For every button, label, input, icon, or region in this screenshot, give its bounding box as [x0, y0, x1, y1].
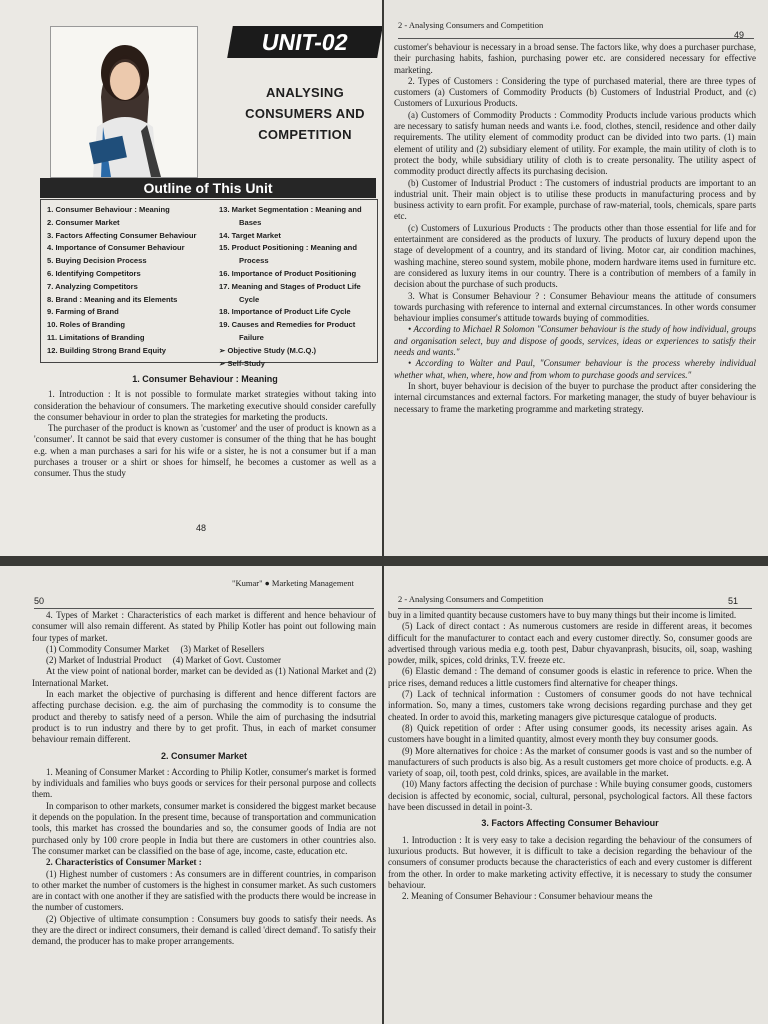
- header-rule: [34, 608, 374, 609]
- page-50: [0, 566, 382, 1024]
- outline-item: 5. Buying Decision Process: [47, 256, 147, 266]
- student-photo: [50, 26, 198, 178]
- paragraph: customer's behaviour is necessary in a broad sense. The factors like, why does a purchaser purchase, their purchasing habits, fashion, purchasing power etc. are considered necessary for effective marketing.: [394, 42, 756, 75]
- outline-item: 7. Analyzing Competitors: [47, 281, 138, 291]
- chapter-title-line: COMPETITION: [258, 127, 352, 142]
- paragraph: In each market the objective of purchasing is different and hence different factors are affecting purchase decision. e.g. the aim of purchasing the commodity is to consume the product and thereby to satisfy need of a person. While the aim of purchasing the indsutrial product is to run industry and there by to get profit. Thus, in each of market consumer behaviour remain different.: [32, 689, 376, 745]
- outline-heading: Outline of This Unit: [40, 178, 376, 198]
- section-heading: 2. Consumer Market: [160, 750, 248, 761]
- student-illustration: [51, 27, 197, 177]
- outline-box: [40, 199, 378, 368]
- outline-item: 6. Identifying Competitors: [47, 268, 141, 278]
- page-number: 49: [734, 30, 745, 40]
- paragraph: At the view point of national border, market can be devided as (1) National Market and (2) International Market.: [32, 666, 376, 688]
- outline-item: 13. Market Segmentation : Meaning and: [219, 205, 362, 214]
- outline-item: 3. Factors Affecting Consumer Behaviour: [47, 230, 197, 240]
- chapter-title: [230, 82, 380, 145]
- outline-item: ➢ Objective Study (M.C.Q.): [219, 345, 317, 355]
- outline-item: Cycle: [239, 294, 260, 304]
- outline-item: 10. Roles of Branding: [47, 320, 126, 330]
- outline-right-column: [219, 204, 375, 370]
- paragraph: 2. Meaning of Consumer Behaviour : Consumer behaviour means the: [402, 891, 653, 902]
- p49-body: [394, 42, 756, 415]
- page-number: 48: [196, 523, 207, 533]
- outline-item: Bases: [239, 217, 262, 227]
- paragraph: 3. What is Consumer Behaviour ? : Consumer Behaviour means the attitude of consumers towards purchasing with reference to internal and external circumstances. In other words consumer behaviour implies consumer's attitude towards buying of commodities.: [394, 290, 756, 324]
- paragraph: The purchaser of the product is known as 'customer' and the user of product is known as a 'consumer'. It cannot be said that every customer is consumer of the thing that he has bought e.g. when a man purchases a sari for his wife or a sister, he is not a consumer but if a man purchases a trouser or a shirt or shoes for himself, he becomes a customer as well as a consumer. Thus the study: [34, 423, 376, 479]
- paragraph: (2) Market of Industrial Product (4) Market of Govt. Customer: [46, 655, 281, 666]
- p48-body: [34, 372, 376, 480]
- paragraph: 2. Types of Customers : Considering the type of purchased material, there are three types of customers (a) Customers of Commodity Products (b) Customers of Industrial Product, and (c) Customers of Luxurious Products.: [394, 75, 756, 109]
- paragraph: 2. Characteristics of Consumer Market :: [46, 857, 202, 868]
- unit-title: UNIT-02: [227, 26, 382, 58]
- outline-left-column: [47, 204, 207, 358]
- outline-item: 8. Brand : Meaning and its Elements: [47, 294, 178, 304]
- quote-paragraph: • According to Walter and Paul, "Consumer behaviour is the process whereby individual whether what, when, where, how and from whom to purchase goods and services.": [394, 358, 756, 380]
- paragraph: (2) Objective of ultimate consumption : Consumers buy goods to satisfy their needs. As they are the direct or indirect consumers, their demand is called 'direct demand'. To satisfy their demand, the producer has to make proper arrangements.: [32, 913, 376, 947]
- quote-paragraph: • According to Michael R Solomon "Consumer behaviour is the study of how individual, groups and organisation select, buy and dispose of goods, services, ideas or experiences to satisfy their needs and wants.": [394, 324, 756, 358]
- paragraph: (10) Many factors affecting the decision of purchase : While buying consumer goods, customers decision is affected by economic, social, cultural, personal, psychological factors. All these factors have been discussed in detail in point-3.: [388, 779, 752, 813]
- running-head: 2 - Analysing Consumers and Competition: [398, 20, 544, 30]
- paragraph: (6) Elastic demand : The demand of consumer goods is elastic in reference to price. When the price rises, demand reduces a little customers find alternative for cheaper things.: [388, 666, 752, 688]
- outline-item: 9. Farming of Brand: [47, 307, 119, 317]
- outline-item: 19. Causes and Remedies for Product: [219, 320, 356, 330]
- outline-item: 1. Consumer Behaviour : Meaning: [47, 205, 170, 214]
- outline-item: 18. Importance of Product Life Cycle: [219, 307, 351, 317]
- paragraph: (7) Lack of technical information : Customers of consumer goods do not have technical information. So, many a times, customers take wrong decisions regarding purchase and they get cheated. In order to avoid this, marketing managers give picturesque catalogue of products.: [388, 689, 752, 722]
- paragraph: (9) More alternatives for choice : As the market of consumer goods is vast and so the number of manufacturers of such products is also big. As a result customers get more choice of products. e.g. A variety of soap, oil, tooth pest, cold drinks, spices, are available in the market.: [388, 745, 752, 779]
- chapter-title-line: CONSUMERS AND: [245, 106, 365, 121]
- paragraph: 4. Types of Market : Characteristics of each market is different and hence behaviour of consumer will also remain different. As stated by Philip Kotler has point out following main four types of market.: [32, 610, 376, 643]
- outline-item: 16. Importance of Product Positioning: [219, 268, 357, 278]
- paragraph: (c) Customers of Luxurious Products : The products other than those essential for life and for entertainment are considered as the products of luxury. The products of luxury depend upon the stage of development of a country, and its standard of living. Motor car, air condition machines, washing machine, stereo sound system, mobile phone, modern hardware items used in furniture etc. are considered as luxury items in our country. There is a contribution of members of a family in decision about the purchase of such products.: [394, 222, 756, 290]
- paragraph: (a) Customers of Commodity Products : Commodity Products include various products which are necessary to satisfy human needs and wants i.e. food, clothes, stencil, residence and other daily requirements. The utility element of commodity product can be divided into two parts. (1) main element of utility and (2) subsidiary element of utility. For example, the main utility of cloth is to protect the body, while subsidiary utility of cloth is to create personality. The utility aspect of commodity product directly affects its purchasing decision.: [394, 109, 756, 177]
- outline-item: 17. Meaning and Stages of Product Life: [219, 281, 361, 291]
- paragraph: buy in a limited quantity because customers have to buy many things but their income is limited.: [388, 610, 737, 620]
- paragraph: 1. Introduction : It is not possible to formulate market strategies without taking into consideration the behaviour of consumers. The marketing executive should consider carefully the consumer behaviour in order to plan the strategies for marketing the products.: [34, 389, 376, 422]
- outline-item: 14. Target Market: [219, 230, 281, 240]
- paragraph: (1) Highest number of customers : As consumers are in different countries, in comparison to other market the number of customers is the highest in consumer market. As such customers are in contact with one another if they are satisfied with the products there would be increase in the number of customers.: [32, 868, 376, 913]
- paragraph: (8) Quick repetition of order : After using consumer goods, its necessity arises again. As customers have bought in a limited quantity, almost every month they buy consumer goods.: [388, 722, 752, 745]
- outline-item: 2. Consumer Market: [47, 217, 120, 227]
- outline-item: 4. Importance of Consumer Behaviour: [47, 243, 185, 253]
- p50-body: [32, 610, 376, 948]
- outline-item: 11. Limitations of Branding: [47, 332, 145, 342]
- page-49: [384, 0, 768, 556]
- header-rule: [398, 38, 754, 39]
- paragraph: In comparison to other markets, consumer market is considered the biggest market because it depends on the population. In the present time, because of transportation and communication tools, this market has crossed the boundaries and so, the consumer goods of India are not purchased only by 100 crore people in India but there are customers in other countries also. The consumer market can be classified on the base of age, income, caste, education etc.: [32, 800, 376, 856]
- running-head: "Kumar" ● Marketing Management: [232, 578, 354, 588]
- outline-item: Failure: [239, 332, 264, 342]
- running-head: 2 - Analysing Consumers and Competition: [398, 594, 544, 604]
- outline-item: Process: [239, 256, 269, 266]
- chapter-title-line: ANALYSING: [265, 85, 345, 100]
- section-heading: 3. Factors Affecting Consumer Behaviour: [481, 818, 659, 829]
- page-51: [384, 566, 768, 1024]
- paragraph: (1) Commodity Consumer Market (3) Market of Resellers: [46, 643, 265, 654]
- paragraph: (b) Customer of Industrial Product : The customers of industrial products are important to an industrial unit. Their main object is to utilise these products in manufacturing process and by business activity to earn profit. For example, purchase of raw-material, tools, chemicals, spare parts etc.: [394, 177, 756, 222]
- page-48: [0, 0, 382, 556]
- paragraph: 1. Introduction : It is very easy to take a decision regarding the behaviour of the consumers of luxurious products. But however, it is difficult to take a decision regarding the behaviour of the consumers of consumer products because the characteristics of each and every customer is different from the other. In order to make marketing activity effective, it is necessary to study the consumer behaviour.: [388, 834, 752, 890]
- paragraph: In short, buyer behaviour is decision of the buyer to purchase the product after considering the internal circumstances and external factors. For marketing manager, the study of buyer behaviour is necessary to frame the marketing programme and marketing strategy.: [394, 380, 756, 414]
- outline-item: ➢ Self-Study: [219, 358, 266, 368]
- outline-item: 12. Building Strong Brand Equity: [47, 345, 166, 355]
- paragraph: (5) Lack of direct contact : As numerous customers are reside in different areas, it becomes difficult for the manufacturer to contact each and every customer directly. So, consumer goods are advertised through various media e.g. tooth pest, Dabur chyavanprash, bisucits, oil, soap, washing powder, milk, spices, cold drinks, T.V. freeze etc.: [388, 621, 752, 666]
- p51-body: [388, 610, 752, 902]
- section-heading: 1. Consumer Behaviour : Meaning: [132, 374, 278, 384]
- paragraph: 1. Meaning of Consumer Market : According to Philip Kotler, consumer's market is formed by individuals and families who buys goods or services for their personal purpose and collects them.: [32, 766, 376, 800]
- outline-item: 15. Product Positioning : Meaning and: [219, 243, 357, 253]
- header-rule: [398, 608, 752, 609]
- page-number: 50: [34, 596, 45, 606]
- page-number: 51: [728, 596, 739, 606]
